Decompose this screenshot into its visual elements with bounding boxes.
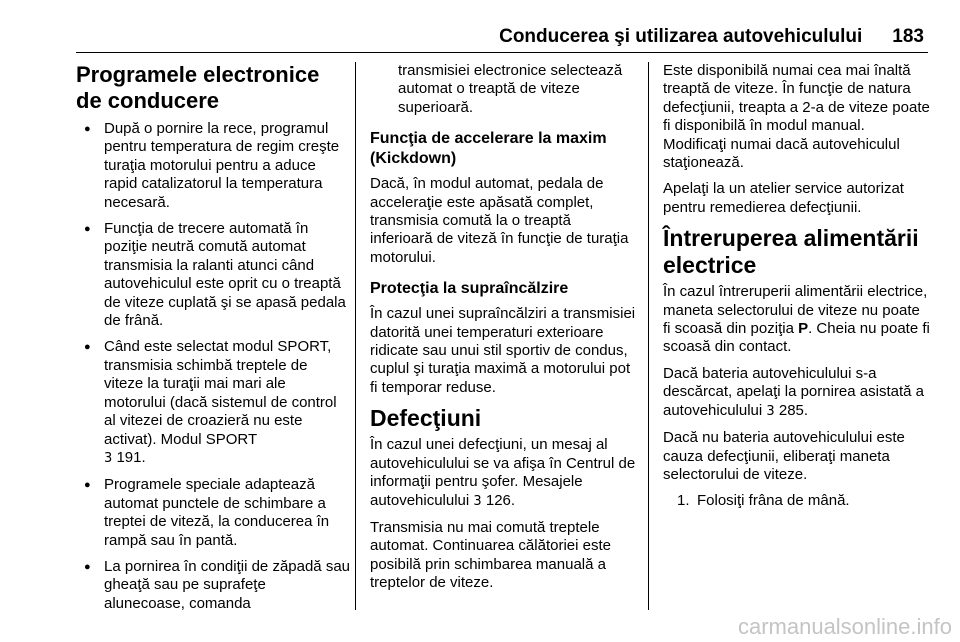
page-ref-arrow-icon: 3 — [104, 450, 113, 466]
list-item: ● După o pornire la rece, programul pentru temperatura de regim creşte turaţia motorului pentru a aduce rapid catalizatorul la temperatura necesară. — [76, 120, 350, 212]
list-item: ● La pornirea în condiţii de zăpadă sau gheaţă sau pe suprafeţe alunecoase, comanda — [76, 558, 350, 613]
overheat-text: În cazul unei supraîncălziri a transmisiei datorită unei temperaturi exterioare ridicate sau unui stil sportiv de condus, cuplul şi turaţia maximă a motorului pot fi temporar reduse. — [370, 305, 636, 396]
section-heading-faults: Defecţiuni — [370, 405, 482, 432]
fault-text-1: În cazul unei defecţiuni, un mesaj al autovehiculului se va afişa în Centrul de informaţii pentru şofer. Mesajele autovehiculului 3 126. — [370, 436, 636, 509]
column-divider-1 — [355, 62, 356, 610]
page-ref-arrow-icon: 3 — [766, 403, 775, 419]
page-number: 183 — [892, 26, 924, 47]
kickdown-text: Dacă, în modul automat, pedala de acceleraţie este apăsată complet, transmisia comută la o treaptă inferioară de viteză în funcţie de turaţia motorului. — [370, 175, 629, 266]
list-item: ● Programele speciale adaptează automat punctele de schimbare a treptei de viteză, la conducerea în rampă sau în pantă. — [76, 476, 350, 550]
column-3 — [663, 62, 930, 511]
list-item: ● Funcţia de trecere automată în poziţie neutră comută automat transmisia la ralanti atunci când autovehiculul este oprit cu o treaptă de viteze cuplată şi se apasă pedala de frână. — [76, 220, 350, 330]
page-ref-link[interactable]: 126. — [481, 491, 516, 509]
fault-text-2: Transmisia nu mai comută treptele automat. Continuarea călătoriei este posibilă prin schimbarea manuală a treptelor de viteze. — [370, 518, 611, 592]
service-text: Apelaţi la un atelier service autorizat pentru remedierea defecţiunii. — [663, 180, 904, 216]
running-header — [499, 26, 924, 48]
section-heading-overheat: Protecţia la supraîncălzire — [370, 280, 569, 298]
power-text-3: Dacă nu bateria autovehiculului este cauza defecţiunii, eliberaţi maneta selectorului de viteze. — [663, 429, 905, 483]
programs-list — [76, 120, 350, 613]
step-number: 1. — [677, 492, 690, 510]
page-ref-link[interactable]: 191. — [112, 448, 146, 466]
power-text-1: În cazul întreruperii alimentării electrice, maneta selectorului de viteze nu poate fi scoasă din poziţia P. Cheia nu poate fi scoasă din contact. — [663, 283, 930, 356]
position-p-label: P — [798, 320, 809, 338]
column-1 — [76, 62, 350, 621]
page-ref-link[interactable]: 285. — [774, 401, 809, 419]
fault-continued-text: Este disponibilă numai cea mai înaltă treaptă de viteze. În funcţie de natura defecţiunii, treapta a 2-a de viteze poate fi disponibilă în modul manual. Modificaţi numai dacă autovehiculul staţionează. — [663, 62, 930, 172]
section-heading-power-failure: Întreruperea alimentării electrice — [663, 225, 919, 279]
header-title: Conducerea şi utilizarea autovehiculului — [499, 26, 863, 47]
page-ref-arrow-icon: 3 — [473, 493, 482, 509]
watermark: carmanualsonline.info — [737, 614, 952, 639]
step-text: Folosiţi frâna de mână. — [697, 492, 850, 510]
continued-text: transmisiei electronice selectează automat o treaptă de viteze superioară. — [398, 62, 623, 116]
section-heading-programs: Programele electronice de conducere — [76, 62, 320, 113]
numbered-step — [663, 492, 930, 510]
list-item: ● Când este selectat modul SPORT, transmisia schimbă treptele de viteze la turaţii mai mari ale motorului (dacă sistemul de control al vitezei de croazieră nu este activat). Modul SPORT 3 191. — [76, 338, 350, 468]
column-divider-2 — [648, 62, 649, 610]
column-2 — [370, 62, 636, 601]
header-rule — [76, 52, 928, 53]
power-text-2: Dacă bateria autovehiculului s-a descărcat, apelaţi la pornirea asistată a autovehiculului 3 285. — [663, 364, 924, 419]
section-heading-kickdown: Funcţia de accelerare la maxim (Kickdown) — [370, 130, 607, 168]
